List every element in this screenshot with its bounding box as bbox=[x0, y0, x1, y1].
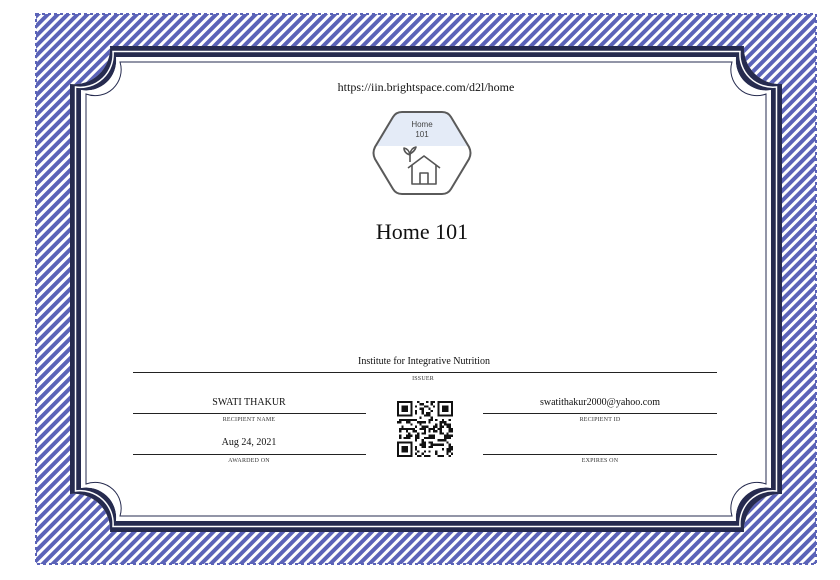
issuer-rule bbox=[133, 372, 717, 373]
recipient-id: swatithakur2000@yahoo.com bbox=[539, 397, 661, 408]
certificate-url[interactable]: https://iin.brightspace.com/d2l/home bbox=[337, 80, 515, 94]
recipient-name-caption: RECIPIENT NAME bbox=[222, 417, 276, 423]
expires-on-caption: EXPIRES ON bbox=[581, 458, 619, 464]
certificate-title: Home 101 bbox=[375, 219, 469, 244]
awarded-on-date: Aug 24, 2021 bbox=[221, 437, 277, 448]
badge-label-line1: Home bbox=[411, 120, 433, 129]
qr-code-icon[interactable] bbox=[397, 401, 453, 457]
awarded-on-caption: AWARDED ON bbox=[228, 458, 270, 464]
issuer-caption: ISSUER bbox=[412, 376, 434, 382]
expires-on-rule bbox=[483, 454, 717, 455]
recipient-id-rule bbox=[483, 413, 717, 414]
recipient-id-caption: RECIPIENT ID bbox=[579, 417, 621, 423]
awarded-on-rule bbox=[133, 454, 366, 455]
issuer-name: Institute for Integrative Nutrition bbox=[358, 356, 490, 367]
badge-icon bbox=[372, 110, 472, 196]
recipient-name: SWATI THAKUR bbox=[212, 397, 286, 408]
badge-label-line2: 101 bbox=[415, 130, 429, 139]
recipient-name-rule bbox=[133, 413, 366, 414]
